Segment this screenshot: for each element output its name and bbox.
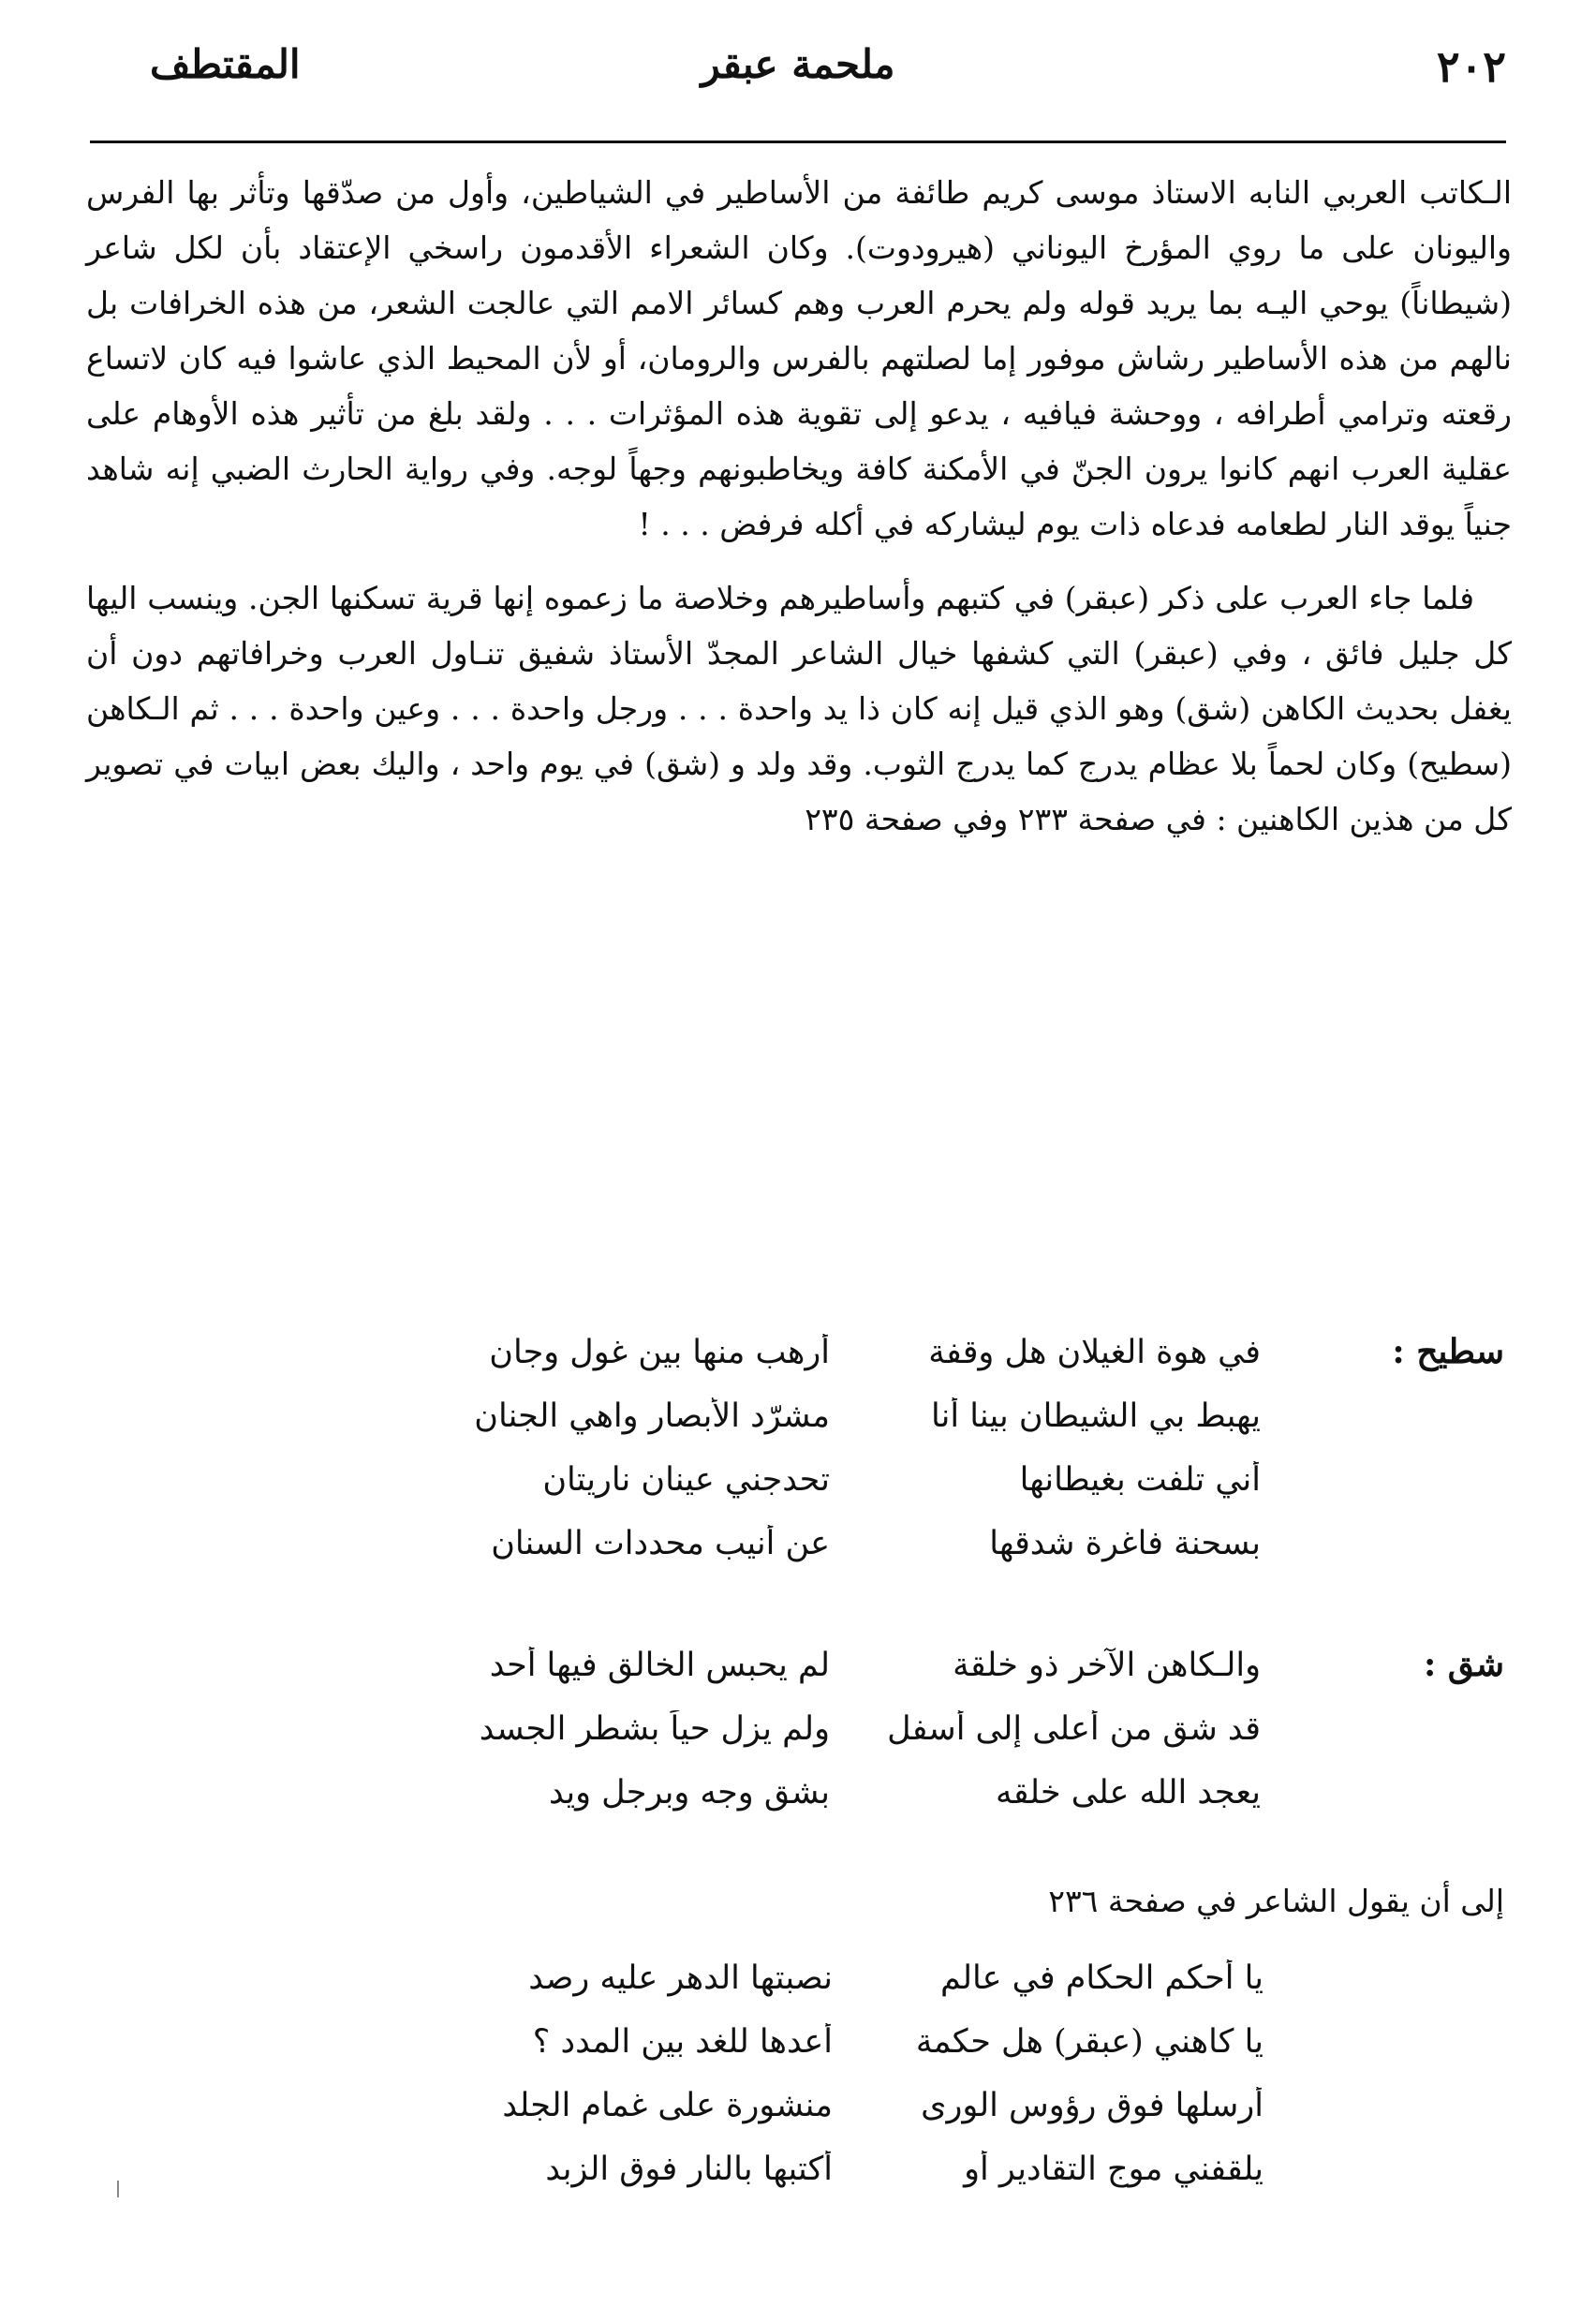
hemistich-second: ولم يزل حياً بشطر الجسد [479,1710,830,1748]
text-line: لحماً بلا عظام يدرج كما يدرج الثوب. وقد ولد و (شق) في يوم واحد ، واليك بعض ابيات [224,746,1325,782]
header-divider [90,140,1506,143]
text-line: الأوهام على عقلية العرب انهم كانوا يرون الجنّ في الأمكنة كافة ويخاطبونهم وجهاً لوجه. [86,395,1512,487]
text-line: راسخي الإعتقاد بأن لكل شاعر (شيطاناً) يوحي اليـه بما يريد قوله ولم يحرم العرب [86,229,1512,321]
text-line: أكله فرفض . . . ! [638,506,864,542]
hemistich-second: أرهب منها بين غول وجان [489,1334,830,1371]
verse-line [86,1761,1512,1825]
verse-line [86,1384,1512,1448]
poem-stanza [86,1634,1512,1825]
hemistich-first: يعجد الله على خلقه [995,1774,1261,1812]
poem-stanza [86,1321,1512,1575]
hemistich-second: عن أنيب محددات السنان [491,1525,830,1562]
verse-line [86,2010,1512,2074]
verse-line [86,2137,1512,2201]
text-line: وتأثر بها الفرس واليونان على ما روي المؤرخ اليوناني (هيرودوت). وكان الشعراء الأقدمون [86,174,1512,266]
hemistich-first: أرسلها فوق رؤوس الورى [921,2087,1264,2124]
running-title: ملحمة عبقر [701,41,895,87]
paragraph-1 [86,165,1512,552]
hemistich-first: يلقفني موج التقادير أو [964,2151,1264,2188]
hemistich-first: يا أحكم الحكام في عالم [940,1959,1264,1997]
margin-mark [117,2181,119,2197]
hemistich-first: في هوة الغيلان هل وقفة [928,1334,1261,1371]
verse-line [86,1448,1512,1512]
poem-satih [86,1321,1512,1598]
verse-line [86,2074,1512,2137]
hemistich-second: نصبتها الدهر عليه رصد [528,1959,833,1997]
text-line: في تصوير كل من هذين الكاهنين : في صفحة ٢٣٣ وفي صفحة ٢٣٥ [86,746,1512,837]
hemistich-second: مشرّد الأبصار واهي الجنان [474,1398,830,1435]
verse-line [86,1321,1512,1384]
text-line: شفيق تنـاول العرب وخرافاتهم دون أن يغفل بحديث الكاهن (شق) وهو الذي قيل [86,635,1512,727]
running-header [84,36,1512,111]
poem-stanza [86,1946,1512,2201]
text-line: وهم كسائر الامم التي عالجت الشعر، من هذه الخرافات بل نالهم من هذه الأساطير رشاش موفور [86,285,1512,377]
speaker-label: سطيح : [1392,1332,1504,1371]
verse-line [86,1697,1512,1761]
speaker-label: شق : [1423,1645,1504,1684]
hemistich-second: منشورة على غمام الجلد [502,2087,833,2124]
text-line: الـكاتب العربي النابه الاستاذ موسى كريم طائفة من الأساطير في الشياطين، وأول من صدّقها [302,174,1513,211]
hemistich-first: والـكاهن الآخر ذو خلقة [953,1647,1261,1684]
hemistich-second: تحدجني عينان ناريتان [542,1461,830,1499]
hemistich-first: أني تلفت بغيطانها [1019,1461,1261,1499]
poem-intro-line: إلى أن يقول الشاعر في صفحة ٢٣٦ [1048,1883,1504,1919]
hemistich-second: أكتبها بالنار فوق الزبد [545,2151,833,2188]
text-line: أطرافه ، ووحشة فيافيه ، يدعو إلى تقوية هذه المؤثرات . . . ولقد بلغ من تأثير هذه [250,395,1326,432]
hemistich-second: لم يحبس الخالق فيها أحد [489,1647,830,1684]
hemistich-first: بسحنة فاغرة شدقها [989,1525,1261,1562]
paragraph-2 [86,570,1512,847]
journal-name: المقتطف [150,41,301,87]
text-line: إما لصلتهم بالفرس والرومان، أو لأن المحيط الذي عاشوا فيه كان لاتساع رقعته وترامي [86,340,1512,432]
verse-line [86,1946,1512,2010]
poem-final [86,1873,1512,2224]
hemistich-first: يا كاهني (عبقر) هل حكمة [915,2023,1264,2061]
verse-line [86,1634,1512,1697]
poem-shiq [86,1634,1512,1847]
page-number: ٢٠٢ [1436,41,1506,92]
verse-line [86,1512,1512,1575]
text-line: وفي رواية الحارث الضبي إنه شاهد جنياً يوقد النار لطعامه فدعاه ذات يوم ليشاركه في [86,451,1512,542]
text-line: الجن. وينسب اليها كل جليل فائق ، وفي (عبقر) التي كشفها خيال الشاعر المجدّ الأستاذ [86,580,1513,672]
hemistich-second: بشق وجه وبرجل ويد [549,1774,830,1812]
text-line: فلما جاء العرب على ذكر (عبقر) في كتبهم وأساطيرهم وخلاصة ما زعموه إنها قرية تسكنها [329,580,1474,616]
hemistich-second: أعدها للغد بين المدد ؟ [532,2023,833,2061]
hemistich-first: يهبط بي الشيطان بينا أنا [931,1398,1261,1435]
body-text [86,165,1512,847]
text-line: إنه كان ذا يد واحدة . . . ورجل واحدة . . . وعين واحدة . . . ثم الـكاهن (سطيح) وكان [86,690,1513,782]
hemistich-first: قد شق من أعلى إلى أسفل [887,1710,1261,1748]
